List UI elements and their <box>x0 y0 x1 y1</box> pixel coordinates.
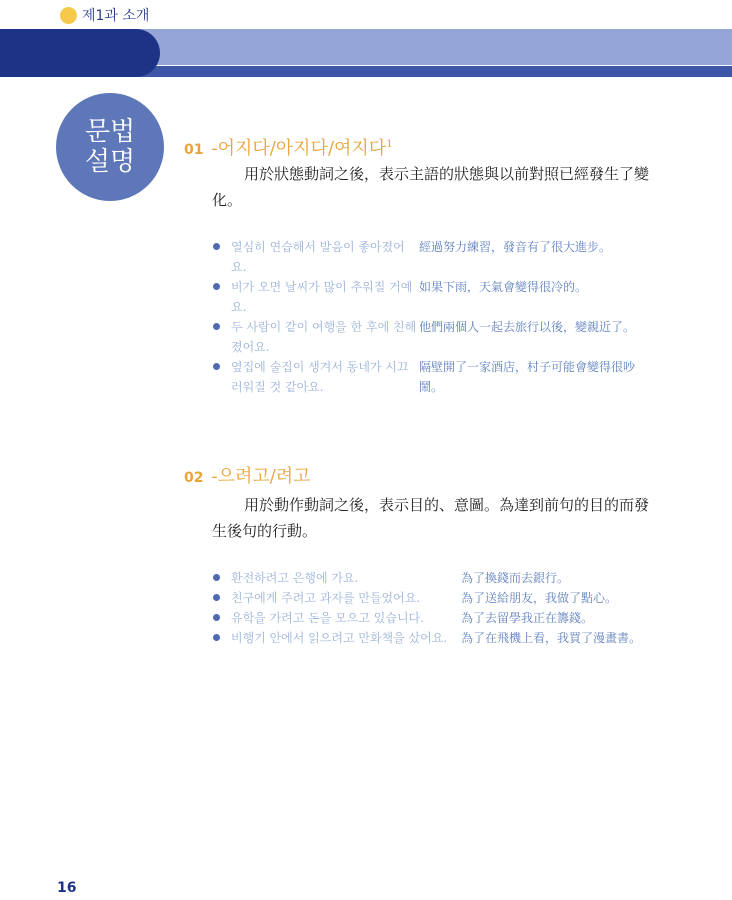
example-item <box>213 608 673 628</box>
section-2-examples <box>213 568 673 648</box>
bullet-icon <box>213 243 220 250</box>
example-chinese: 為了換錢而去銀行。 <box>461 571 570 585</box>
example-korean: 친구에게 주려고 과자를 만들었어요. <box>231 591 421 605</box>
example-chinese: 他們兩個人一起去旅行以後，變親近了。 <box>419 320 636 334</box>
section-1-footnote-mark: 1 <box>386 139 393 150</box>
section-1-heading: -어지다/아지다/여지다 <box>211 138 387 159</box>
example-item <box>213 237 673 277</box>
example-item <box>213 317 673 357</box>
section-1-number: 01 <box>184 142 204 158</box>
example-chinese: 隔壁開了一家酒店，村子可能會變得很吵鬧。 <box>419 360 636 394</box>
example-item <box>213 357 673 397</box>
section-1-description: 用於狀態動詞之後，表示主語的狀態與以前對照已經發生了變化。 <box>212 165 650 209</box>
example-chinese: 為了在飛機上看，我買了漫畫書。 <box>461 631 642 645</box>
example-item <box>213 588 673 608</box>
badge-line-2: 설명 <box>84 147 136 177</box>
section-2-heading: -으려고/려고 <box>211 466 311 487</box>
example-item <box>213 277 673 317</box>
bullet-icon <box>213 634 220 641</box>
example-korean: 옆집에 술집이 생겨서 동네가 시끄러워질 것 같아요. <box>231 360 409 394</box>
example-chinese: 經過努力練習，發音有了很大進步。 <box>419 240 612 254</box>
section-2-number: 02 <box>184 470 204 486</box>
example-item <box>213 628 673 648</box>
example-korean: 비행기 안에서 읽으려고 만화책을 샀어요. <box>231 631 448 645</box>
badge-line-1: 문법 <box>84 117 136 147</box>
section-2-description: 用於動作動詞之後，表示目的、意圖。為達到前句的目的而發生後句的行動。 <box>212 496 650 540</box>
example-korean: 환전하려고 은행에 가요. <box>231 571 359 585</box>
bullet-icon <box>213 363 220 370</box>
example-korean: 유학을 가려고 돈을 모으고 있습니다. <box>231 611 424 625</box>
grammar-badge <box>56 93 164 201</box>
bullet-icon <box>213 283 220 290</box>
example-item <box>213 568 673 588</box>
example-korean: 두 사람이 같이 여행을 한 후에 친해졌어요. <box>231 320 417 354</box>
chapter-title: 제1과 소개 <box>82 8 150 24</box>
section-1-title <box>184 134 393 160</box>
example-chinese: 如果下雨，天氣會變得很冷的。 <box>419 280 588 294</box>
bullet-icon <box>213 574 220 581</box>
example-chinese: 為了去留學我正在籌錢。 <box>461 611 594 625</box>
section-1-examples <box>213 237 673 397</box>
example-korean: 비가 오면 날씨가 많이 추워질 거예요. <box>231 280 413 314</box>
bullet-icon <box>213 594 220 601</box>
bullet-icon <box>213 323 220 330</box>
example-chinese: 為了送給朋友，我做了點心。 <box>461 591 618 605</box>
section-2-title <box>184 462 311 488</box>
bullet-icon <box>213 614 220 621</box>
page-number: 16 <box>57 880 77 896</box>
example-korean: 열심히 연습해서 발음이 좋아졌어요. <box>231 240 405 274</box>
header-band-tab <box>0 29 160 77</box>
chapter-dot-icon <box>60 7 77 24</box>
